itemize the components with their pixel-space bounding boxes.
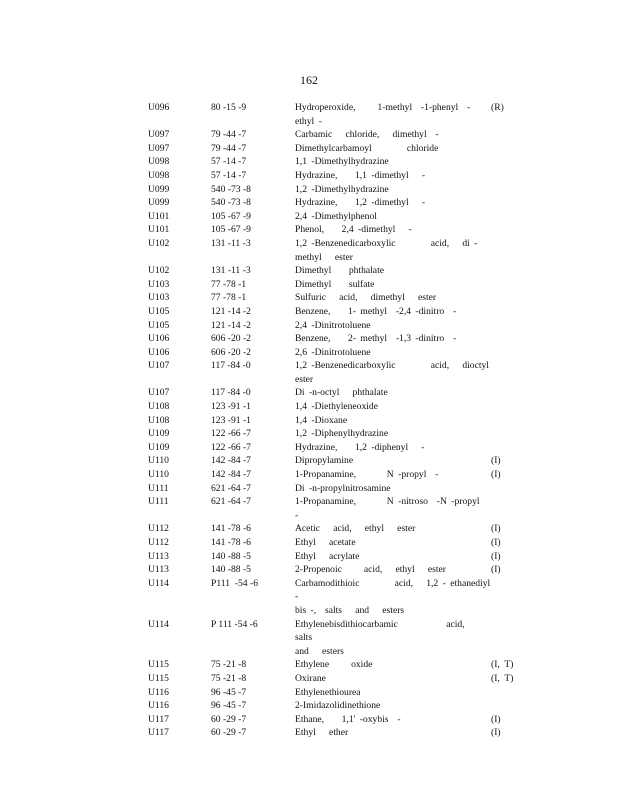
- waste-code: U114: [148, 618, 169, 630]
- table-row: [148, 142, 528, 156]
- cas-number: 123 -91 -1: [211, 401, 251, 413]
- waste-code: U103: [148, 278, 170, 290]
- chemical-name: Hydrazine, 1,2 -dimethyl -: [295, 197, 426, 209]
- cas-number: 57 -14 -7: [211, 169, 247, 181]
- table-row: [148, 563, 528, 577]
- waste-code: U097: [148, 129, 170, 141]
- table-row: [148, 468, 528, 482]
- chemical-name: Dimethyl phthalate: [295, 265, 384, 277]
- table-row: [148, 726, 528, 740]
- cas-number: 121 -14 -2: [211, 305, 251, 317]
- table-row: [148, 346, 528, 360]
- table-row: [148, 427, 528, 441]
- hazard-code: [491, 441, 527, 455]
- cas-number: 122 -66 -7: [211, 428, 251, 440]
- hazard-code: (I): [491, 564, 501, 576]
- waste-code: U113: [148, 564, 169, 576]
- cas-number: 540 -73 -8: [211, 183, 251, 195]
- hazard-code: [491, 699, 527, 713]
- hazard-code: [491, 332, 527, 346]
- cas-number: 77 -78 -1: [211, 292, 247, 304]
- chemical-name: Ethylene oxide: [295, 659, 373, 671]
- waste-code: U106: [148, 333, 170, 345]
- hazard-code: [491, 495, 527, 522]
- cas-number: 80 -15 -9: [211, 102, 247, 113]
- chemical-name: Ethane, 1,1' -oxybis -: [295, 713, 401, 725]
- table-row: [148, 237, 528, 264]
- table-row: [148, 618, 528, 659]
- cas-number: 123 -91 -1: [211, 414, 251, 426]
- cas-number: 140 -88 -5: [211, 564, 251, 576]
- chemical-name: Hydrazine, 1,1 -dimethyl -: [295, 169, 426, 181]
- hazard-code: [491, 142, 527, 156]
- hazard-code: (I): [491, 550, 501, 562]
- chemical-name: Di -n-propylnitrosamine: [295, 482, 391, 494]
- hazard-code: [491, 223, 527, 237]
- chemical-name: 2,6 -Dinitrotoluene: [295, 346, 371, 358]
- chemical-name: 1,2 -Benzenedicarboxylic acid, dioctyl ester: [295, 360, 489, 385]
- waste-code: U106: [148, 346, 170, 358]
- chemical-name: Hydroperoxide, 1-methyl -1-phenyl - ethyl -: [295, 102, 471, 127]
- waste-code: U115: [148, 659, 169, 671]
- chemical-name: 2-Imidazolidinethione: [295, 700, 381, 712]
- chemical-name: Benzene, 1- methyl -2,4 -dinitro -: [295, 305, 457, 317]
- hazard-code: [491, 305, 527, 319]
- table-row: [148, 319, 528, 333]
- cas-number: 105 -67 -9: [211, 224, 251, 236]
- waste-code: U110: [148, 455, 169, 467]
- table-row: [148, 699, 528, 713]
- cas-number: 131 -11 -3: [211, 265, 251, 277]
- table-row: [148, 686, 528, 700]
- cas-number: 75 -21 -8: [211, 659, 247, 671]
- table-row: [148, 441, 528, 455]
- hazard-code: [491, 400, 527, 414]
- table-row: [148, 128, 528, 142]
- chemical-name: 1,1 -Dimethylhydrazine: [295, 156, 389, 168]
- chemical-name: 1,2 -Benzenedicarboxylic acid, di - methyl ester: [295, 237, 478, 263]
- cas-number: 540 -73 -8: [211, 197, 251, 209]
- table-row: [148, 223, 528, 237]
- chemical-name: 1,4 -Dioxane: [295, 414, 348, 426]
- table-row: [148, 482, 528, 496]
- chemical-name: Ethylenethiourea: [295, 686, 361, 698]
- hazard-code: [491, 196, 527, 210]
- table-row: [148, 264, 528, 278]
- cas-number: 141 -78 -6: [211, 523, 251, 535]
- table-row: [148, 386, 528, 400]
- table-row: [148, 495, 528, 522]
- hazard-code: (I): [491, 455, 501, 467]
- waste-code: U102: [148, 265, 170, 277]
- chemical-name: Ethyl ether: [295, 727, 349, 739]
- chemical-name: Benzene, 2- methyl -1,3 -dinitro -: [295, 333, 457, 345]
- waste-code: U099: [148, 183, 170, 195]
- cas-number: 105 -67 -9: [211, 210, 251, 222]
- hazard-code: [491, 577, 527, 618]
- chemical-name: 2,4 -Dimethylphenol: [295, 210, 377, 222]
- cas-number: 117 -84 -0: [211, 387, 251, 399]
- hazard-code: [491, 128, 527, 142]
- waste-code: U109: [148, 428, 170, 440]
- waste-code: U111: [148, 482, 169, 494]
- hazard-code: (I): [491, 537, 501, 548]
- hazard-code: [491, 183, 527, 197]
- chemical-name: 2-Propenoic acid, ethyl ester: [295, 564, 446, 576]
- waste-code: U108: [148, 414, 170, 426]
- table-row: [148, 101, 528, 128]
- cas-number: 122 -66 -7: [211, 441, 251, 453]
- hazard-code: [491, 482, 527, 496]
- cas-number: 606 -20 -2: [211, 333, 251, 345]
- waste-code: U115: [148, 672, 169, 684]
- waste-code: U105: [148, 319, 170, 331]
- hazard-code: (I): [491, 469, 501, 481]
- hazard-code: [491, 237, 527, 264]
- chemical-name: 1-Propanamine, N -propyl -: [295, 469, 439, 481]
- waste-code: U111: [148, 496, 169, 508]
- hazard-code: [491, 291, 527, 305]
- chemical-name: Phenol, 2,4 -dimethyl -: [295, 224, 412, 236]
- waste-code: U097: [148, 142, 170, 154]
- hazard-code: (I): [491, 523, 501, 535]
- hazard-code: [491, 210, 527, 224]
- cas-number: 79 -44 -7: [211, 142, 247, 154]
- cas-number: 142 -84 -7: [211, 469, 251, 481]
- page-number: 162: [300, 73, 318, 87]
- cas-number: 621 -64 -7: [211, 496, 251, 508]
- hazardous-waste-table: [148, 101, 528, 740]
- chemical-name: Sulfuric acid, dimethyl ester: [295, 292, 437, 304]
- chemical-name: Di -n-octyl phthalate: [295, 387, 388, 399]
- cas-number: 606 -20 -2: [211, 346, 251, 358]
- waste-code: U117: [148, 713, 169, 725]
- hazard-code: (I, T): [491, 659, 514, 671]
- hazard-code: (I, T): [491, 672, 514, 684]
- cas-number: 621 -64 -7: [211, 482, 251, 494]
- table-row: [148, 550, 528, 564]
- table-row: [148, 672, 528, 686]
- waste-code: U107: [148, 387, 170, 399]
- hazard-code: (R): [491, 102, 504, 113]
- table-row: [148, 454, 528, 468]
- table-row: [148, 196, 528, 210]
- hazard-code: [491, 386, 527, 400]
- table-row: [148, 359, 528, 386]
- cas-number: 142 -84 -7: [211, 455, 251, 467]
- chemical-name: 1-Propanamine, N -nitroso -N -propyl -: [295, 496, 489, 521]
- chemical-name: 2,4 -Dinitrotoluene: [295, 319, 371, 331]
- hazard-code: (I): [491, 727, 501, 739]
- hazard-code: (I): [491, 713, 501, 725]
- waste-code: U113: [148, 550, 169, 562]
- cas-number: 60 -29 -7: [211, 713, 247, 725]
- chemical-name: 1,2 -Dimethylhydrazine: [295, 183, 389, 195]
- cas-number: 60 -29 -7: [211, 727, 247, 739]
- hazard-code: [491, 686, 527, 700]
- hazard-code: [491, 346, 527, 360]
- table-row: [148, 305, 528, 319]
- waste-code: U101: [148, 210, 170, 222]
- waste-code: U096: [148, 102, 170, 113]
- chemical-name: Ethyl acetate: [295, 537, 356, 548]
- table-row: [148, 658, 528, 672]
- waste-code: U108: [148, 401, 170, 413]
- hazard-code: [491, 169, 527, 183]
- table-row: [148, 291, 528, 305]
- table-row: [148, 332, 528, 346]
- waste-code: U109: [148, 441, 170, 453]
- chemical-name: Carbamic chloride, dimethyl -: [295, 129, 439, 141]
- waste-code: U114: [148, 577, 169, 589]
- waste-code: U101: [148, 224, 170, 236]
- cas-number: 77 -78 -1: [211, 278, 247, 290]
- waste-code: U116: [148, 686, 169, 698]
- waste-code: U102: [148, 237, 170, 249]
- hazard-code: [491, 278, 527, 292]
- table-row: [148, 183, 528, 197]
- waste-code: U099: [148, 197, 170, 209]
- waste-code: U112: [148, 537, 169, 548]
- table-row: [148, 522, 528, 536]
- waste-code: U110: [148, 469, 169, 481]
- hazard-code: [491, 319, 527, 333]
- waste-code: U098: [148, 169, 170, 181]
- table-row: [148, 713, 528, 727]
- chemical-name: Ethylenebisdithiocarbamic acid, salts and esters: [295, 618, 465, 657]
- chemical-name: Dimethylcarbamoyl chloride: [295, 142, 439, 154]
- table-row: [148, 155, 528, 169]
- hazard-code: [491, 414, 527, 428]
- waste-code: U116: [148, 700, 169, 712]
- table-row: [148, 536, 528, 550]
- cas-number: 96 -45 -7: [211, 700, 247, 712]
- cas-number: 117 -84 -0: [211, 360, 251, 372]
- table-row: [148, 210, 528, 224]
- hazard-code: [491, 264, 527, 278]
- chemical-name: Oxirane: [295, 672, 326, 684]
- chemical-name: Dimethyl sulfate: [295, 278, 375, 290]
- hazard-code: [491, 618, 527, 659]
- waste-code: U098: [148, 156, 170, 168]
- waste-code: U103: [148, 292, 170, 304]
- table-row: [148, 278, 528, 292]
- cas-number: 141 -78 -6: [211, 537, 251, 548]
- chemical-name: Acetic acid, ethyl ester: [295, 523, 416, 535]
- waste-code: U107: [148, 360, 170, 372]
- chemical-name: Ethyl acrylate: [295, 550, 360, 562]
- chemical-name: 1,2 -Diphenylhydrazine: [295, 428, 389, 440]
- waste-code: U105: [148, 305, 170, 317]
- chemical-name: Hydrazine, 1,2 -diphenyl -: [295, 441, 425, 453]
- hazard-code: [491, 359, 527, 386]
- cas-number: 96 -45 -7: [211, 686, 247, 698]
- cas-number: P 111 -54 -6: [211, 618, 258, 630]
- waste-code: U117: [148, 727, 169, 739]
- cas-number: 57 -14 -7: [211, 156, 247, 168]
- hazard-code: [491, 427, 527, 441]
- waste-code: U112: [148, 523, 169, 535]
- chemical-name: 1,4 -Diethyleneoxide: [295, 401, 378, 413]
- table-row: [148, 400, 528, 414]
- cas-number: P111 -54 -6: [211, 577, 258, 589]
- table-row: [148, 577, 528, 618]
- cas-number: 79 -44 -7: [211, 129, 247, 141]
- chemical-name: Dipropylamine: [295, 455, 354, 467]
- table-row: [148, 414, 528, 428]
- cas-number: 131 -11 -3: [211, 237, 251, 249]
- chemical-name: Carbamodithioic acid, 1,2 - ethanediyl - bis -, salts and esters: [295, 577, 491, 616]
- cas-number: 140 -88 -5: [211, 550, 251, 562]
- cas-number: 75 -21 -8: [211, 672, 247, 684]
- cas-number: 121 -14 -2: [211, 319, 251, 331]
- table-row: [148, 169, 528, 183]
- hazard-code: [491, 155, 527, 169]
